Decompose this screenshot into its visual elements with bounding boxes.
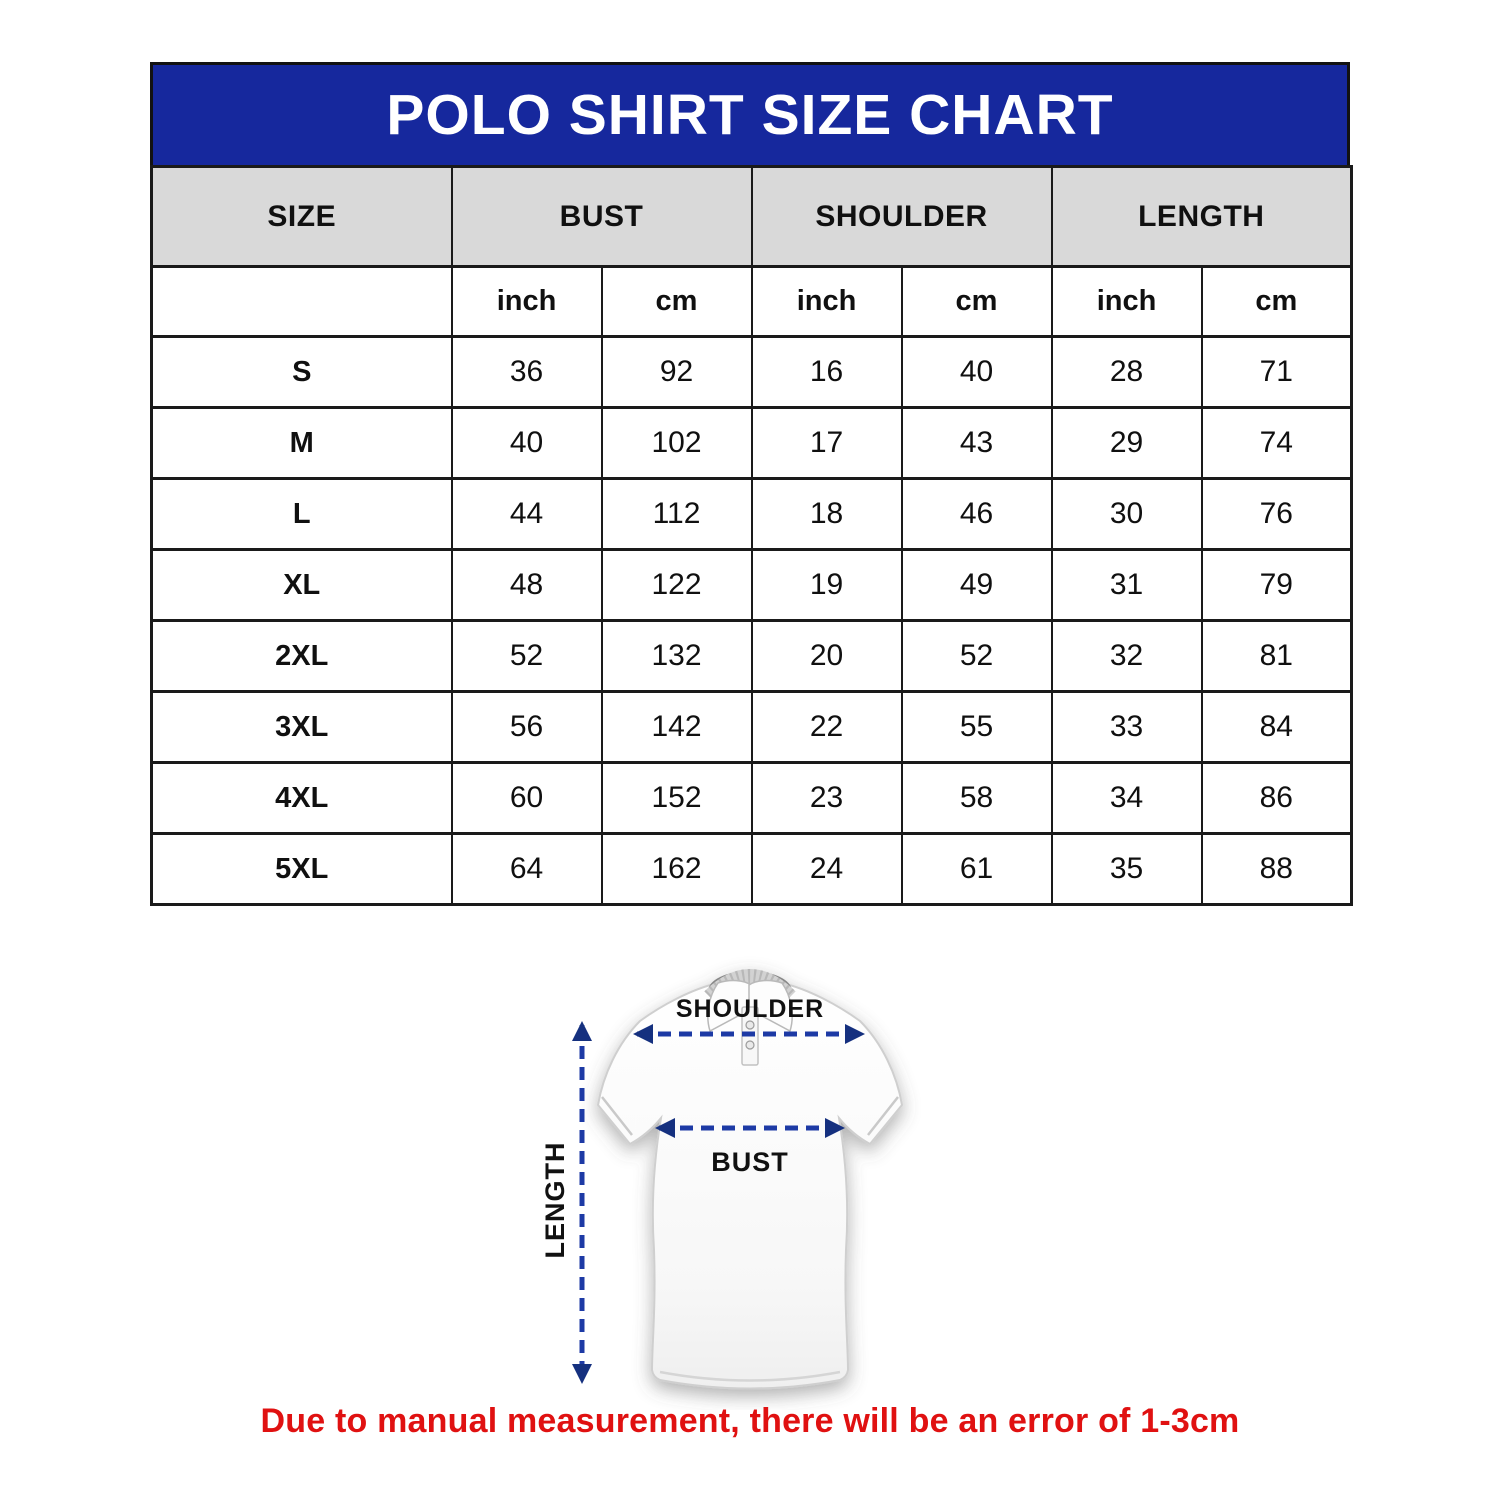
size-cell: 2XL	[152, 621, 452, 692]
value-cell: 112	[602, 479, 752, 550]
value-cell: 44	[452, 479, 602, 550]
value-cell: 28	[1052, 337, 1202, 408]
page-title: POLO SHIRT SIZE CHART	[386, 83, 1114, 147]
value-cell: 40	[452, 408, 602, 479]
value-cell: 52	[452, 621, 602, 692]
value-cell: 17	[752, 408, 902, 479]
unit-length-cm: cm	[1202, 267, 1352, 337]
table-header-row	[152, 167, 1352, 267]
unit-length-inch: inch	[1052, 267, 1202, 337]
col-header-shoulder: SHOULDER	[752, 167, 1052, 267]
unit-empty-cell	[152, 267, 452, 337]
value-cell: 60	[452, 763, 602, 834]
polo-shirt-diagram	[540, 945, 960, 1410]
value-cell: 49	[902, 550, 1052, 621]
value-cell: 142	[602, 692, 752, 763]
value-cell: 86	[1202, 763, 1352, 834]
size-cell: 3XL	[152, 692, 452, 763]
table-row-5xl	[152, 834, 1352, 905]
size-table	[150, 165, 1353, 906]
value-cell: 22	[752, 692, 902, 763]
size-cell: 5XL	[152, 834, 452, 905]
value-cell: 24	[752, 834, 902, 905]
value-cell: 29	[1052, 408, 1202, 479]
size-cell: 4XL	[152, 763, 452, 834]
value-cell: 32	[1052, 621, 1202, 692]
value-cell: 61	[902, 834, 1052, 905]
value-cell: 19	[752, 550, 902, 621]
chart-title-banner	[150, 62, 1350, 165]
size-cell: XL	[152, 550, 452, 621]
measurement-note: Due to manual measurement, there will be an error of 1-3cm	[260, 1402, 1240, 1440]
value-cell: 33	[1052, 692, 1202, 763]
value-cell: 40	[902, 337, 1052, 408]
col-header-length: LENGTH	[1052, 167, 1352, 267]
value-cell: 55	[902, 692, 1052, 763]
value-cell: 23	[752, 763, 902, 834]
size-cell: M	[152, 408, 452, 479]
col-header-size: SIZE	[152, 167, 452, 267]
table-row-3xl	[152, 692, 1352, 763]
value-cell: 58	[902, 763, 1052, 834]
unit-shoulder-inch: inch	[752, 267, 902, 337]
value-cell: 102	[602, 408, 752, 479]
value-cell: 71	[1202, 337, 1352, 408]
value-cell: 18	[752, 479, 902, 550]
table-row-l	[152, 479, 1352, 550]
value-cell: 56	[452, 692, 602, 763]
value-cell: 30	[1052, 479, 1202, 550]
shoulder-label: SHOULDER	[675, 995, 825, 1023]
value-cell: 31	[1052, 550, 1202, 621]
value-cell: 74	[1202, 408, 1352, 479]
bust-label: BUST	[711, 1147, 789, 1177]
table-row-4xl	[152, 763, 1352, 834]
value-cell: 122	[602, 550, 752, 621]
value-cell: 81	[1202, 621, 1352, 692]
value-cell: 76	[1202, 479, 1352, 550]
table-row-xl	[152, 550, 1352, 621]
value-cell: 20	[752, 621, 902, 692]
value-cell: 46	[902, 479, 1052, 550]
table-row-2xl	[152, 621, 1352, 692]
value-cell: 132	[602, 621, 752, 692]
value-cell: 52	[902, 621, 1052, 692]
value-cell: 16	[752, 337, 902, 408]
value-cell: 43	[902, 408, 1052, 479]
value-cell: 162	[602, 834, 752, 905]
value-cell: 35	[1052, 834, 1202, 905]
length-label: LENGTH	[540, 1141, 570, 1259]
col-header-bust: BUST	[452, 167, 752, 267]
value-cell: 84	[1202, 692, 1352, 763]
unit-shoulder-cm: cm	[902, 267, 1052, 337]
button-icon	[746, 1041, 754, 1049]
value-cell: 152	[602, 763, 752, 834]
value-cell: 88	[1202, 834, 1352, 905]
size-cell: L	[152, 479, 452, 550]
value-cell: 34	[1052, 763, 1202, 834]
table-row-s	[152, 337, 1352, 408]
table-units-row	[152, 267, 1352, 337]
value-cell: 92	[602, 337, 752, 408]
value-cell: 79	[1202, 550, 1352, 621]
unit-bust-cm: cm	[602, 267, 752, 337]
unit-bust-inch: inch	[452, 267, 602, 337]
size-cell: S	[152, 337, 452, 408]
value-cell: 64	[452, 834, 602, 905]
table-row-m	[152, 408, 1352, 479]
value-cell: 36	[452, 337, 602, 408]
value-cell: 48	[452, 550, 602, 621]
